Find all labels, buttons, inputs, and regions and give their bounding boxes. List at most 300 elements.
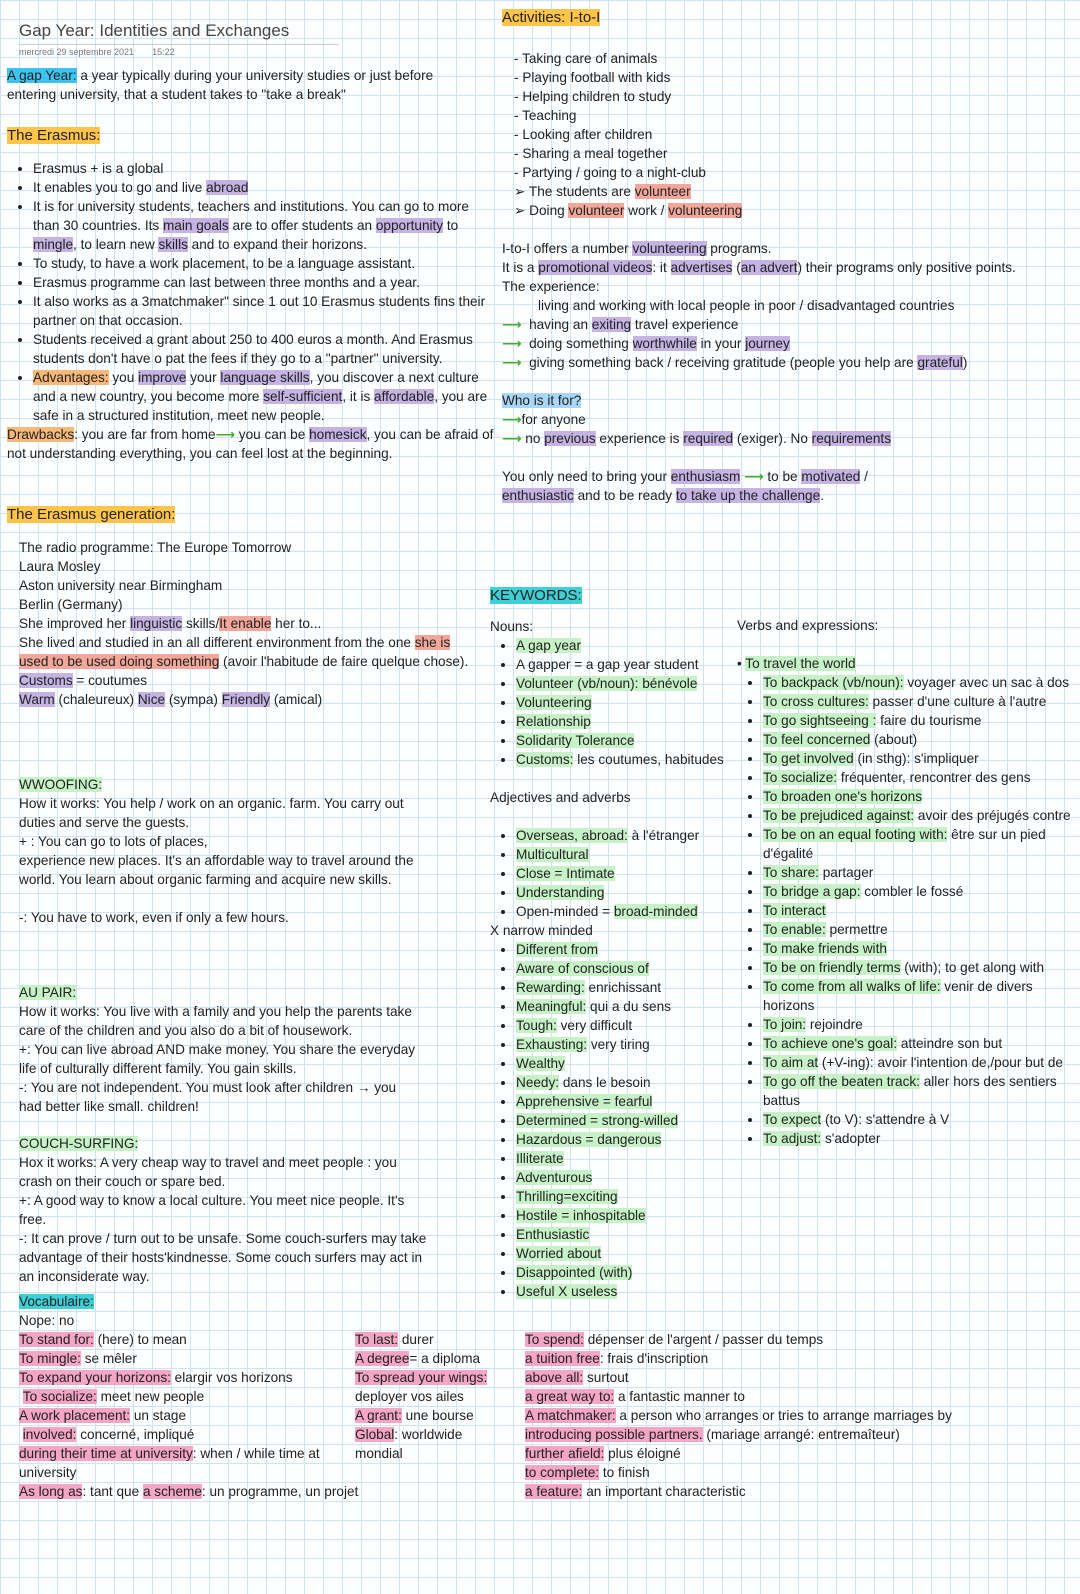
arrow-right-icon: ⟶ xyxy=(502,317,522,332)
text-segment: (with); to get along with xyxy=(900,960,1045,975)
list-item xyxy=(516,883,730,902)
vocabulaire-heading: Vocabulaire: xyxy=(19,1294,94,1309)
vocab-item xyxy=(525,1330,1025,1349)
text-segment: concerné, impliqué xyxy=(76,1427,195,1442)
text-segment: To expect xyxy=(763,1112,822,1127)
list-item xyxy=(763,825,1073,863)
text-segment: further afield: xyxy=(525,1446,605,1461)
list-item xyxy=(514,182,1062,201)
text-segment: Rewarding: xyxy=(516,980,585,995)
text-segment: Customs: xyxy=(516,752,574,767)
text-segment: a feature: xyxy=(525,1484,583,1499)
list-item xyxy=(516,1244,730,1263)
vocab-item xyxy=(19,1425,359,1444)
list-item xyxy=(516,959,730,978)
list-item xyxy=(763,749,1073,768)
text-segment: grateful xyxy=(917,355,963,370)
text-line: • To travel the world xyxy=(737,656,856,671)
text-segment: To study, to have a work placement, to be a language assistant. xyxy=(33,256,416,271)
text-segment: To feel concerned xyxy=(763,732,871,747)
list-item xyxy=(516,655,730,674)
text-segment: , it is xyxy=(342,389,375,404)
vocab-item xyxy=(525,1368,1025,1387)
list-item xyxy=(33,330,499,368)
text-segment: A matchmaker: xyxy=(525,1408,616,1423)
text-segment: Drawbacks xyxy=(7,427,75,442)
text-segment: Students received a grant about 250 to 400 euros a month. And Erasmus students don't have o pat the fees if they go to a "partner" university. xyxy=(33,332,473,366)
text-segment: To socialize: xyxy=(763,770,838,785)
list-item xyxy=(33,368,499,425)
text-segment: A gap year xyxy=(516,638,581,653)
list-item xyxy=(516,1016,730,1035)
vocab-item xyxy=(19,1330,359,1349)
text-segment: To broaden one's horizons xyxy=(763,789,923,804)
text-segment: Friendly xyxy=(221,692,271,707)
list-item: - Sharing a meal together xyxy=(514,144,1062,163)
text-segment: very difficult xyxy=(556,1018,633,1033)
list-item xyxy=(516,1149,730,1168)
text-segment: combler le fossé xyxy=(860,884,964,899)
text-line: Laura Mosley xyxy=(19,559,101,574)
text-line: X narrow minded xyxy=(490,923,593,938)
text-segment: plus éloigné xyxy=(604,1446,681,1461)
list-item xyxy=(763,882,1073,901)
text-segment: . xyxy=(820,488,824,503)
who-heading-line xyxy=(502,391,1062,410)
text-line: How it works: You help / work on an organic. farm. You carry out duties and serve the guests. xyxy=(19,796,404,830)
list-item xyxy=(516,826,730,845)
text-line xyxy=(502,467,932,505)
keywords-heading: KEYWORDS: xyxy=(490,587,582,604)
text-segment: : frais d'inscription xyxy=(599,1351,709,1366)
who-heading: Who is it for? xyxy=(502,393,582,408)
text-segment: (here) to mean xyxy=(93,1332,187,1347)
text-segment: a scheme xyxy=(142,1484,202,1499)
erasmus-generation-section xyxy=(19,538,469,709)
text-segment: previous xyxy=(544,431,596,446)
text-segment: (amical) xyxy=(270,692,323,707)
text-segment: deployer vos ailes xyxy=(355,1389,464,1404)
text-segment: Customs xyxy=(19,673,73,688)
text-segment: être sur un pied d'égalité xyxy=(763,827,1046,861)
list-item xyxy=(516,1263,730,1282)
text-segment: Close = Intimate xyxy=(516,866,615,881)
text-segment: Open-minded = xyxy=(516,904,614,919)
text-segment: a person who arranges or tries to arrange marriages by xyxy=(615,1408,952,1423)
text-segment: Worried about xyxy=(516,1246,602,1261)
text-segment: , you discover a next culture and a new country, you become more xyxy=(33,370,479,404)
arrow-right-icon: ⟶ xyxy=(502,336,522,351)
text-segment: To bridge a gap: xyxy=(763,884,861,899)
text-segment: (+V-ing): avoir l'intention de,/pour but de xyxy=(818,1055,1063,1070)
list-item xyxy=(516,636,730,655)
text-segment: : you are far from home xyxy=(74,427,216,442)
arrow-right-icon: ⟶ xyxy=(502,412,522,427)
list-item xyxy=(33,197,499,254)
text-segment: The students are xyxy=(528,184,635,199)
text-segment: during their time at university xyxy=(19,1446,193,1461)
text-line xyxy=(19,614,469,633)
page-date: mercredi 29 septembre 2021 xyxy=(19,47,135,57)
vocab-item xyxy=(355,1387,505,1406)
text-line xyxy=(502,315,1062,334)
text-segment: To socialize: xyxy=(22,1389,97,1404)
text-segment: volunteering xyxy=(632,241,707,256)
text-segment: partager xyxy=(818,865,874,880)
text-line: Hox it works: A very cheap way to travel and meet people : you crash on their couch or spare bed. xyxy=(19,1155,397,1189)
erasmus-list xyxy=(7,159,499,425)
text-segment: permettre xyxy=(825,922,888,937)
list-item xyxy=(516,1130,730,1149)
text-segment: To share: xyxy=(763,865,819,880)
text-segment: A work placement: xyxy=(19,1408,131,1423)
text-segment: (exiger). No xyxy=(733,431,812,446)
text-segment: motivated xyxy=(801,469,861,484)
text-segment: It is for university students, teachers and institutions. You can go to more than 30 countries. Its xyxy=(33,199,469,233)
text-segment: Exhausting: xyxy=(516,1037,588,1052)
vocabulaire-col3 xyxy=(525,1330,1025,1501)
list-item xyxy=(33,254,499,273)
text-segment: a tuition free xyxy=(525,1351,600,1366)
list-item xyxy=(514,201,1062,220)
verbs-list xyxy=(737,673,1073,1148)
vocab-item xyxy=(525,1349,1025,1368)
text-segment: opportunity xyxy=(375,218,444,233)
text-segment: worthwhile xyxy=(632,336,697,351)
text-segment: qui a du sens xyxy=(586,999,671,1014)
text-segment: and to expand their horizons. xyxy=(187,237,367,252)
text-line xyxy=(19,633,469,671)
text-segment: Aware of conscious of xyxy=(516,961,649,976)
text-segment: To stand for: xyxy=(19,1332,94,1347)
text-segment: (chaleureux) xyxy=(54,692,138,707)
text-segment: Enthusiastic xyxy=(516,1227,590,1242)
au-pair-section xyxy=(19,983,419,1116)
text-segment: To be on an equal footing with: xyxy=(763,827,948,842)
list-item xyxy=(763,901,1073,920)
text-segment: Erasmus programme can last between three months and a year. xyxy=(33,275,420,290)
list-item xyxy=(33,273,499,292)
text-line xyxy=(502,334,1062,353)
text-segment: main goals xyxy=(162,218,229,233)
text-segment: and to be ready xyxy=(573,488,676,503)
text-line xyxy=(502,296,1062,315)
list-item xyxy=(763,806,1073,825)
text-segment: Doing xyxy=(529,203,569,218)
list-item xyxy=(516,1111,730,1130)
list-item xyxy=(516,1054,730,1073)
text-segment: she is used to be used doing something xyxy=(19,635,451,669)
list-item xyxy=(516,902,730,921)
list-item xyxy=(516,1035,730,1054)
couch-surfing-heading: COUCH-SURFING: xyxy=(19,1136,139,1151)
list-item xyxy=(516,1225,730,1244)
text-segment: to finish xyxy=(599,1465,650,1480)
gap-year-definition xyxy=(7,66,477,104)
text-segment: She lived and studied in an all different environment from the one xyxy=(19,635,415,650)
list-item xyxy=(516,1073,730,1092)
list-item xyxy=(516,750,730,769)
text-segment: an important characteristic xyxy=(582,1484,746,1499)
vocab-item xyxy=(19,1349,359,1368)
nouns-list xyxy=(490,636,730,769)
text-segment: programs. xyxy=(706,241,772,256)
text-segment: faire du tourisme xyxy=(876,713,982,728)
list-item xyxy=(33,178,499,197)
list-item xyxy=(33,292,499,330)
list-item xyxy=(516,1282,730,1301)
text-segment: Hostile = inhospitable xyxy=(516,1208,646,1223)
text-segment: doing something xyxy=(529,336,633,351)
text-segment: To go off the beaten track: xyxy=(763,1074,920,1089)
text-segment: , you can be afraid of not understanding everything, you can feel lost at the beginning. xyxy=(7,427,494,461)
text-segment: to take up the challenge xyxy=(675,488,821,503)
list-item xyxy=(763,1053,1073,1072)
text-segment: improve xyxy=(138,370,187,385)
vocab-item xyxy=(525,1425,1025,1444)
text-segment: Apprehensive = fearful xyxy=(516,1094,653,1109)
list-item xyxy=(516,1206,730,1225)
arrow-right-icon: ⟶ xyxy=(502,431,522,446)
text-segment: Adventurous xyxy=(516,1170,593,1185)
text-segment: To aim at xyxy=(763,1055,819,1070)
list-item xyxy=(763,939,1073,958)
text-segment: exiting xyxy=(591,317,632,332)
text-line: The experience: xyxy=(502,279,600,294)
text-segment: your xyxy=(186,370,221,385)
text-segment: ( xyxy=(732,260,741,275)
list-item xyxy=(763,863,1073,882)
list-item xyxy=(516,1187,730,1206)
list-item xyxy=(516,845,730,864)
text-segment: language skills xyxy=(220,370,310,385)
couch-surfing-section xyxy=(19,1134,429,1286)
text-segment: an advert xyxy=(740,260,798,275)
text-segment: = coutumes xyxy=(72,673,148,688)
text-segment: une bourse xyxy=(401,1408,474,1423)
text-segment: living and working with local people in poor / disadvantaged countries xyxy=(538,298,955,313)
list-item xyxy=(763,958,1073,977)
text-segment: self-sufficient xyxy=(263,389,343,404)
text-segment: Warm xyxy=(19,692,55,707)
text-segment: enthusiastic xyxy=(502,488,574,503)
text-segment: à l'étranger xyxy=(627,828,700,843)
text-segment: Meaningful: xyxy=(516,999,587,1014)
text-segment: surtout xyxy=(583,1370,629,1385)
text-line xyxy=(19,690,469,709)
vocab-item xyxy=(525,1463,1025,1482)
activities-arrow-list xyxy=(502,182,1062,220)
text-segment: no xyxy=(525,431,545,446)
text-segment: ) xyxy=(962,355,968,370)
vocab-item xyxy=(19,1368,359,1387)
erasmus-section xyxy=(7,126,499,463)
text-segment: Volunteer (vb/noun): bénévole xyxy=(516,676,698,691)
page-header xyxy=(19,20,439,59)
vocab-item xyxy=(355,1368,505,1387)
text-segment: broad-minded xyxy=(613,904,698,919)
list-item xyxy=(516,1092,730,1111)
text-segment: Tough: xyxy=(516,1018,557,1033)
list-item xyxy=(763,1015,1073,1034)
text-segment: Determined = strong-willed xyxy=(516,1113,679,1128)
text-segment: venir de divers horizons xyxy=(763,979,1033,1013)
text-segment: avoir des préjugés contre xyxy=(914,808,1071,823)
text-segment: Relationship xyxy=(516,714,591,729)
text-segment: To make friends with xyxy=(763,941,887,956)
list-item xyxy=(763,711,1073,730)
text-segment: To be prejudiced against: xyxy=(763,808,915,823)
list-item xyxy=(516,978,730,997)
list-item xyxy=(763,673,1073,692)
vocab-item xyxy=(355,1425,505,1444)
text-segment: Advantages: xyxy=(33,370,109,385)
text-segment: having an xyxy=(529,317,592,332)
text-segment: Illiterate xyxy=(516,1151,564,1166)
list-item xyxy=(763,920,1073,939)
text-segment: It also works as a 3matchmaker" since 1 out 10 Erasmus students fins their partner on that occasion. xyxy=(33,294,486,328)
text-segment: Thrilling=exciting xyxy=(516,1189,618,1204)
vocab-item xyxy=(19,1387,359,1406)
text-segment: A gapper = a gap year student xyxy=(516,657,699,672)
text-segment: s'adopter xyxy=(821,1131,881,1146)
text-segment: Nice xyxy=(137,692,166,707)
list-item xyxy=(763,768,1073,787)
text-segment: affordable xyxy=(374,389,435,404)
text-segment: A degree xyxy=(355,1351,410,1366)
text-segment: les coutumes, habitudes xyxy=(573,752,724,767)
vocab-item xyxy=(525,1387,1025,1406)
text-segment: for anyone xyxy=(521,412,586,427)
text-segment: Needy: xyxy=(516,1075,560,1090)
verbs-heading: Verbs and expressions: xyxy=(737,618,879,633)
text-line: Nope: no xyxy=(19,1313,75,1328)
text-segment: It is a xyxy=(502,260,539,275)
text-segment: to xyxy=(443,218,459,233)
vocab-item xyxy=(355,1406,505,1425)
text-line: +: A good way to know a local culture. You meet nice people. It's free. xyxy=(19,1193,405,1227)
arrow-right-icon: ⟶ xyxy=(215,427,236,442)
text-segment: Hazardous = dangerous xyxy=(516,1132,662,1147)
text-segment: giving something back / receiving gratitude (people you help are xyxy=(529,355,918,370)
definition-term: A gap Year: xyxy=(7,68,77,83)
text-segment: A grant: xyxy=(355,1408,402,1423)
vocab-item xyxy=(355,1330,505,1349)
text-segment: enrichissant xyxy=(584,980,662,995)
text-segment: She improved her xyxy=(19,616,131,631)
text-segment: required xyxy=(683,431,734,446)
text-segment: requirements xyxy=(811,431,892,446)
vocab-item xyxy=(525,1406,1025,1425)
activities-heading: Activities: I-to-I xyxy=(502,9,601,26)
wwoofing-section xyxy=(19,775,419,927)
text-segment: Global xyxy=(355,1427,395,1442)
text-segment: her to... xyxy=(271,616,322,631)
text-segment: To travel the world xyxy=(745,656,856,671)
text-segment: To achieve one's goal: xyxy=(763,1036,898,1051)
au-pair-heading: AU PAIR: xyxy=(19,985,77,1000)
vocab-item xyxy=(525,1444,1025,1463)
text-segment: Solidarity Tolerance xyxy=(516,733,635,748)
text-segment: Erasmus + is a global xyxy=(33,161,164,176)
vocab-item xyxy=(19,1406,359,1425)
text-segment: (avoir l'habitude de faire quelque chose). xyxy=(219,654,469,669)
text-segment: , you are safe in a structured institution, meet new people. xyxy=(33,389,488,423)
text-segment: un stage xyxy=(130,1408,187,1423)
text-segment: Volunteering xyxy=(516,695,592,710)
text-segment: / xyxy=(860,469,868,484)
text-segment: se mêler xyxy=(80,1351,137,1366)
list-item xyxy=(763,730,1073,749)
text-line xyxy=(502,410,1062,429)
list-item xyxy=(516,864,730,883)
activities-section xyxy=(502,8,1062,505)
text-line xyxy=(19,671,469,690)
vocab-item xyxy=(355,1349,505,1368)
text-segment: To enable: xyxy=(763,922,826,937)
text-line: -: It can prove / turn out to be unsafe. Some couch-surfers may take advantage of their hosts'kindnesse. Some couch surfers may act in an inconsiderate way. xyxy=(19,1231,427,1284)
vocab-item xyxy=(525,1482,1025,1501)
text-segment: Overseas, abroad: xyxy=(516,828,628,843)
text-segment: (in sthg): s'impliquer xyxy=(853,751,979,766)
text-segment: dans le besoin xyxy=(559,1075,651,1090)
text-segment: To join: xyxy=(763,1017,807,1032)
list-item xyxy=(516,693,730,712)
text-segment: you can be xyxy=(235,427,310,442)
list-item xyxy=(763,1110,1073,1129)
text-segment: ) their programs only positive points. xyxy=(797,260,1016,275)
list-item xyxy=(516,712,730,731)
list-item: - Looking after children xyxy=(514,125,1062,144)
vocab-item xyxy=(19,1444,359,1482)
text-segment: (mariage arrangé: entremaîteur) xyxy=(702,1427,900,1442)
text-segment: To interact xyxy=(763,903,826,918)
list-item xyxy=(763,787,1073,806)
text-segment: work / xyxy=(624,203,669,218)
list-item xyxy=(763,1034,1073,1053)
text-segment: a fantastic manner to xyxy=(614,1389,745,1404)
text-segment: To mingle: xyxy=(19,1351,81,1366)
text-segment: Understanding xyxy=(516,885,605,900)
text-segment: meet new people xyxy=(96,1389,205,1404)
text-segment: To cross cultures: xyxy=(763,694,869,709)
page-title: Gap Year: Identities and Exchanges xyxy=(19,21,290,40)
nouns-heading: Nouns: xyxy=(490,619,534,634)
text-line: experience new places. It's an affordable way to travel around the world. You learn about organic farming and acquire new skills. xyxy=(19,853,414,887)
text-segment: fréquenter, rencontrer des gens xyxy=(837,770,1031,785)
text-segment: To expand your horizons: xyxy=(19,1370,171,1385)
text-segment: voyager avec un sac à dos xyxy=(903,675,1070,690)
list-item: - Playing football with kids xyxy=(514,68,1062,87)
text-line xyxy=(502,239,1062,258)
list-item xyxy=(516,731,730,750)
list-item: - Helping children to study xyxy=(514,87,1062,106)
text-segment: skills xyxy=(158,237,188,252)
erasmus-heading: The Erasmus: xyxy=(7,127,101,144)
text-segment: To last: xyxy=(355,1332,399,1347)
text-segment: durer xyxy=(398,1332,434,1347)
text-segment: enthusiasm xyxy=(670,469,741,484)
list-item xyxy=(763,692,1073,711)
text-segment: To spread your wings: xyxy=(355,1370,488,1385)
definition-text: a year typically during your university studies or just before entering university, that a student takes to "take a break" xyxy=(7,68,434,102)
text-segment: volunteering xyxy=(668,203,743,218)
text-line: + : You can go to lots of places, xyxy=(19,834,208,849)
text-line: +: You can live abroad AND make money. You share the everyday life of culturally different family. You gain skills. xyxy=(19,1042,416,1076)
text-line xyxy=(502,429,1062,448)
text-segment: Disappointed (with) xyxy=(516,1265,633,1280)
text-segment: very tiring xyxy=(587,1037,650,1052)
